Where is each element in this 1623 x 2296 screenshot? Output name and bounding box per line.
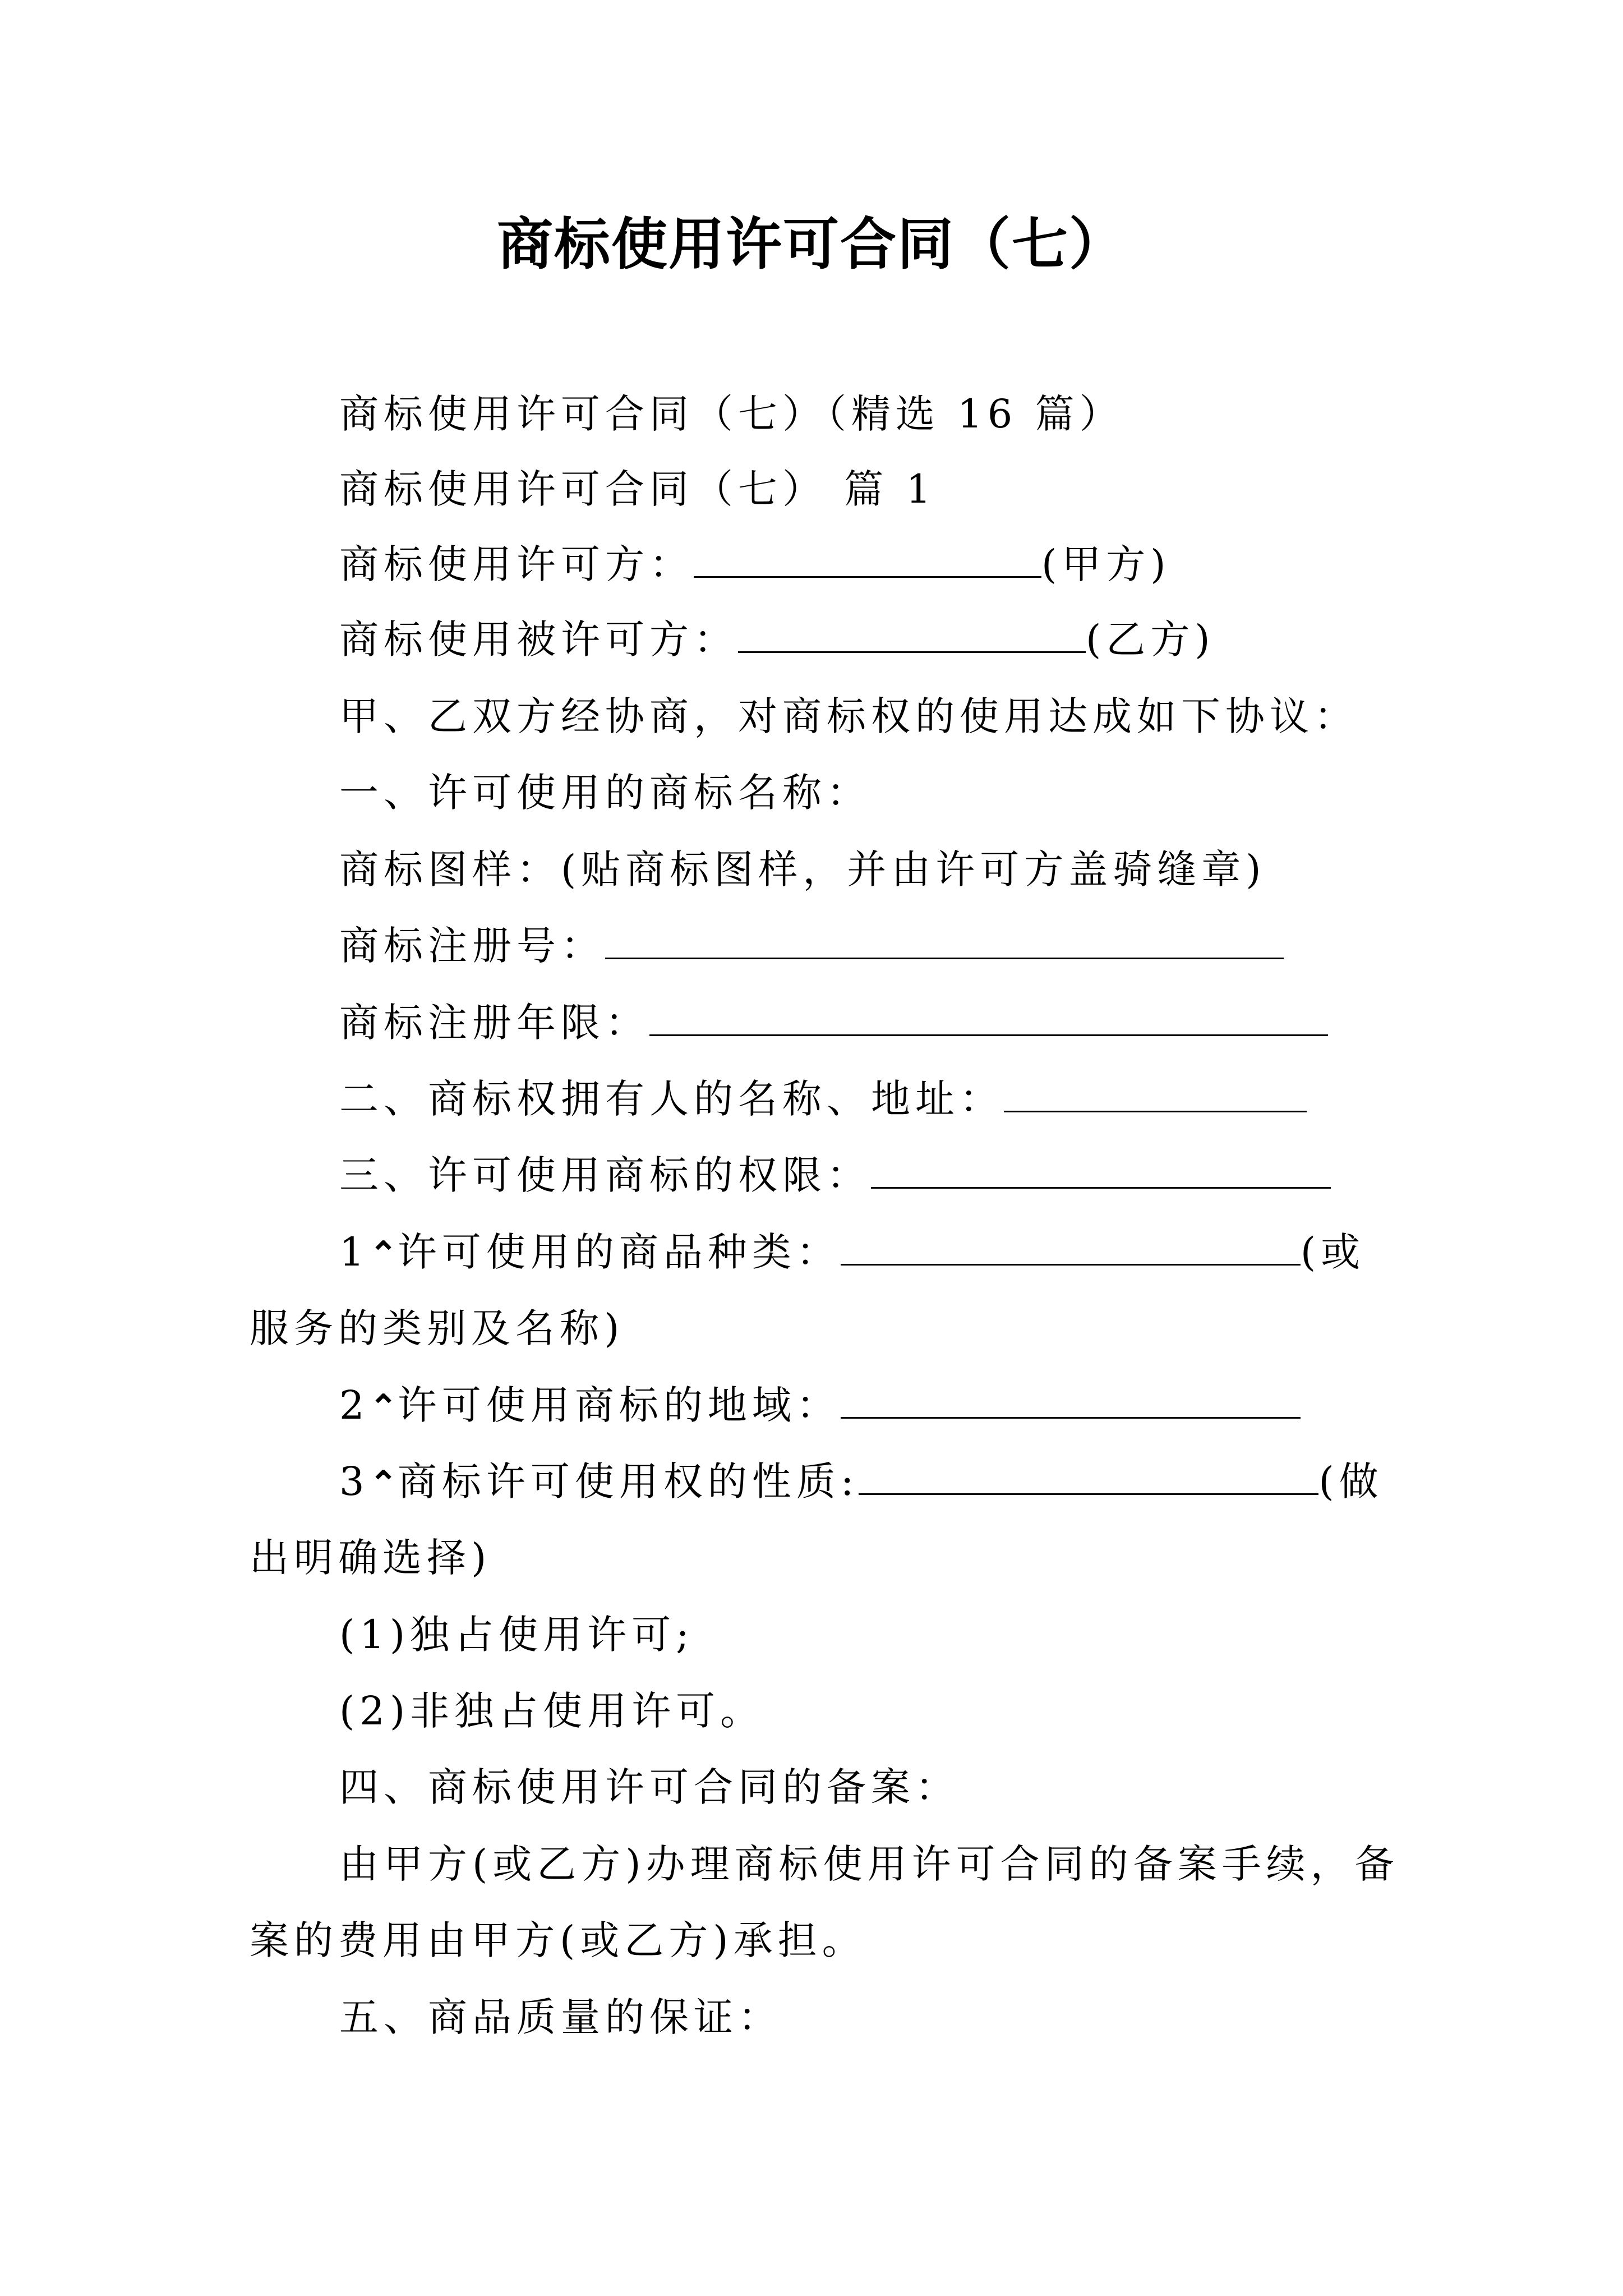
clause-5-heading: 五、商品质量的保证： <box>339 1994 782 2040</box>
license-scope-line <box>250 1147 1388 1203</box>
agreement-intro: 甲、乙双方经协商，对商标权的使用达成如下协议： <box>339 693 1358 739</box>
party-a-label: (甲方) <box>1041 541 1171 587</box>
registration-number-blank[interactable] <box>605 923 1284 959</box>
registration-number-label: 商标注册号： <box>339 923 605 969</box>
party-b-label: (乙方) <box>1086 616 1215 662</box>
item-1-number: 1 <box>339 1229 370 1275</box>
item-1-continuation: 服务的类别及名称) <box>250 1305 625 1351</box>
filing-paragraph-line-1: 由甲方(或乙方)办理商标使用许可合同的备案手续，备 <box>339 1841 1399 1887</box>
document-title: 商标使用许可合同（七） <box>497 211 1126 277</box>
registration-term-label: 商标注册年限： <box>339 1000 649 1046</box>
registration-term-line <box>250 995 1388 1051</box>
clause-4-heading: 四、商标使用许可合同的备案： <box>339 1764 960 1810</box>
goods-category-label: 许可使用的商品种类： <box>397 1229 841 1275</box>
caret-icon: ⌃ <box>369 1464 398 1503</box>
license-scope-blank[interactable] <box>871 1152 1331 1189</box>
owner-label: 二、商标权拥有人的名称、地址： <box>339 1076 1004 1122</box>
filing-paragraph-line-2: 案的费用由甲方(或乙方)承担。 <box>250 1917 866 1963</box>
owner-blank[interactable] <box>1004 1076 1307 1112</box>
licensee-line <box>250 611 1388 668</box>
caret-icon: ⌃ <box>369 1388 398 1427</box>
licensor-line <box>250 536 1388 592</box>
item-2-line <box>250 1377 1388 1435</box>
item-3-line <box>250 1453 1388 1512</box>
territory-blank[interactable] <box>841 1382 1301 1419</box>
item-2-number: 2 <box>339 1382 370 1428</box>
option-non-exclusive: (2)非独占使用许可。 <box>339 1688 765 1734</box>
section-heading-part-1: 商标使用许可合同（七） 篇 1 <box>339 466 937 512</box>
license-scope-label: 三、许可使用商标的权限： <box>339 1152 871 1198</box>
license-nature-label: 商标许可使用权的性质: <box>397 1458 859 1504</box>
item-3-continuation: 出明确选择) <box>250 1535 492 1581</box>
licensee-label: 商标使用被许可方： <box>339 616 738 662</box>
licensor-label: 商标使用许可方： <box>339 541 694 587</box>
licensor-blank[interactable] <box>694 541 1041 578</box>
option-exclusive: (1)独占使用许可; <box>339 1612 694 1658</box>
goods-category-suffix: (或 <box>1300 1229 1366 1275</box>
license-nature-suffix: (做 <box>1318 1458 1384 1504</box>
clause-1-heading: 一、许可使用的商标名称： <box>339 770 871 816</box>
registration-term-blank[interactable] <box>649 1000 1328 1036</box>
goods-category-blank[interactable] <box>841 1229 1301 1266</box>
item-3-number: 3 <box>339 1458 370 1504</box>
licensee-blank[interactable] <box>738 616 1086 653</box>
territory-label: 许可使用商标的地域： <box>397 1382 841 1428</box>
contract-subtitle: 商标使用许可合同（七）（精选 16 篇） <box>339 391 1124 437</box>
owner-line <box>250 1071 1388 1127</box>
caret-icon: ⌃ <box>369 1235 398 1274</box>
license-nature-blank[interactable] <box>859 1458 1318 1495</box>
item-1-line <box>250 1224 1388 1282</box>
registration-number-line <box>250 918 1388 974</box>
trademark-sample-line: 商标图样：(贴商标图样，并由许可方盖骑缝章) <box>339 846 1266 892</box>
